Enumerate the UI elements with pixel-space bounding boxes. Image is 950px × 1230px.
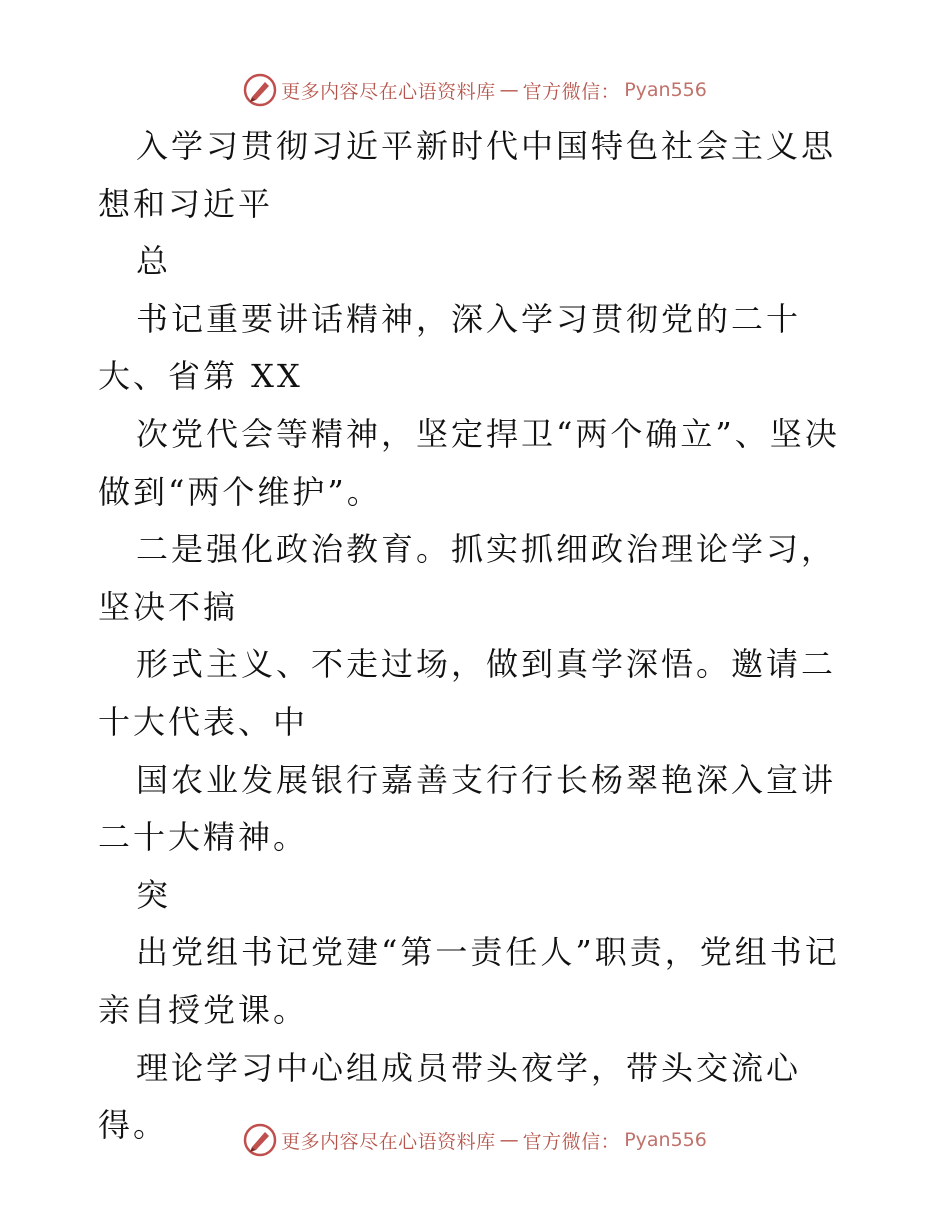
document-body — [98, 118, 858, 1155]
paragraph: 突 — [136, 875, 172, 914]
paragraph: 形式主义、不走过场，做到真学深悟。邀请二十大代表、中 — [98, 645, 837, 741]
paragraph: 国农业发展银行嘉善支行行长杨翠艳深入宣讲二十大精神。 — [98, 760, 837, 857]
pen-logo-icon — [243, 73, 277, 107]
watermark-separator: — — [499, 1129, 519, 1151]
paragraph: 总 — [136, 242, 172, 281]
watermark-site-text: 更多内容尽在心语资料库 — [281, 80, 496, 103]
watermark-separator: — — [499, 79, 519, 101]
page-footer-watermark — [0, 1120, 950, 1160]
paragraph: 入学习贯彻习近平新时代中国特色社会主义思想和习近平 — [98, 127, 837, 223]
pen-logo-icon — [243, 1123, 277, 1157]
paragraph: 次党代会等精神，坚定捍卫“两个确立”、坚决做到“两个维护”。 — [98, 414, 840, 511]
paragraph: 出党组书记党建“第一责任人”职责，党组书记亲自授党课。 — [98, 933, 840, 1029]
watermark-label-text: 官方微信： — [522, 1130, 621, 1153]
page-header-watermark — [0, 70, 950, 110]
watermark-account-text: Pyan556 — [624, 1129, 707, 1151]
paragraph: 书记重要讲话精神，深入学习贯彻党的二十大、省第 XX — [98, 299, 802, 396]
watermark-account-text: Pyan556 — [624, 79, 707, 101]
watermark-site-text: 更多内容尽在心语资料库 — [281, 1130, 496, 1153]
paragraph: 理论学习中心组成员带头夜学，带头交流心得。 — [98, 1048, 802, 1145]
paragraph: 二是强化政治教育。抓实抓细政治理论学习，坚决不搞 — [98, 530, 837, 626]
watermark-label-text: 官方微信： — [522, 80, 621, 103]
